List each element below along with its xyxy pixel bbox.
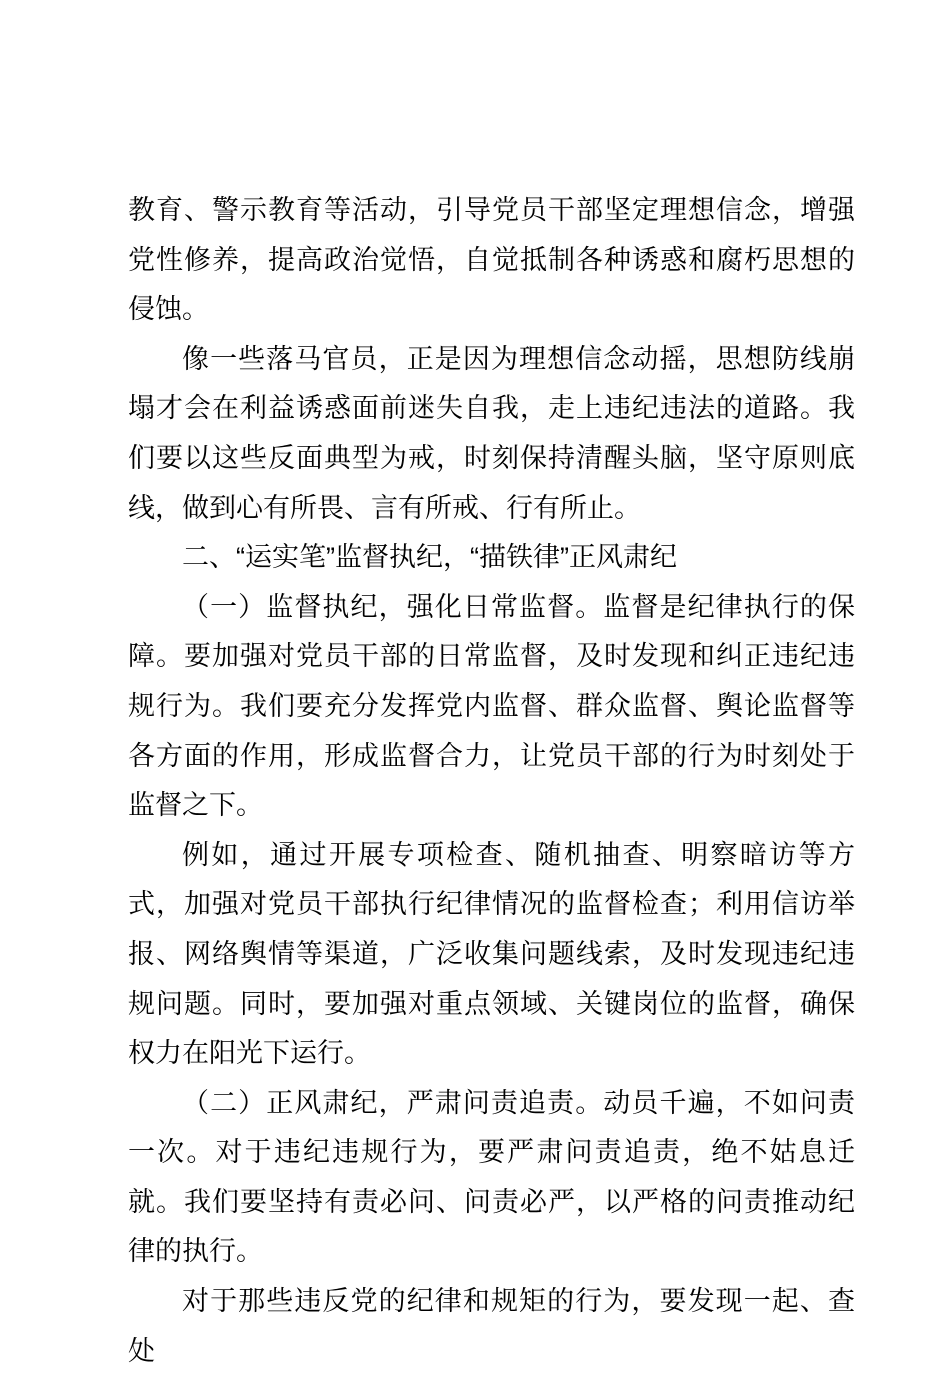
paragraph-subsection-2-accountability: （二）正风肃纪，严肃问责追责。动员千遍，不如问责一次。对于违纪违规行为，要严肃问责追责，绝不姑息迁就。我们要坚持有责必问、问责必严，以严格的问责推动纪律的执行。 xyxy=(128,1087,855,1267)
paragraph-supervision-examples: 例如，通过开展专项检查、随机抽查、明察暗访等方式，加强对党员干部执行纪律情况的监督检查；利用信访举报、网络舆情等渠道，广泛收集问题线索，及时发现违纪违规问题。同时，要加强对重点领域、关键岗位的监督，确保权力在阳光下运行。 xyxy=(128,839,855,1069)
paragraph-ideals-education-continuation: 教育、警示教育等活动，引导党员干部坚定理想信念，增强党性修养，提高政治觉悟，自觉抵制各种诱惑和腐朽思想的侵蚀。 xyxy=(128,195,855,325)
paragraph-violations-truncated: 对于那些违反党的纪律和规矩的行为，要发现一起、查处 xyxy=(128,1286,855,1366)
paragraph-fallen-officials-warning: 像一些落马官员，正是因为理想信念动摇，思想防线崩塌才会在利益诱惑面前迷失自我，走上违纪违法的道路。我们要以这些反面典型为戒，时刻保持清醒头脑，坚守原则底线，做到心有所畏、言有所戒、行有所止。 xyxy=(128,343,855,523)
section-heading-2: 二、“运实笔”监督执纪，“描铁律”正风肃纪 xyxy=(182,542,677,573)
paragraph-subsection-1-daily-supervision: （一）监督执纪，强化日常监督。监督是纪律执行的保障。要加强对党员干部的日常监督，及时发现和纠正违纪违规行为。我们要充分发挥党内监督、群众监督、舆论监督等各方面的作用，形成监督合力，让党员干部的行为时刻处于监督之下。 xyxy=(128,591,855,821)
document-body xyxy=(128,186,855,1376)
